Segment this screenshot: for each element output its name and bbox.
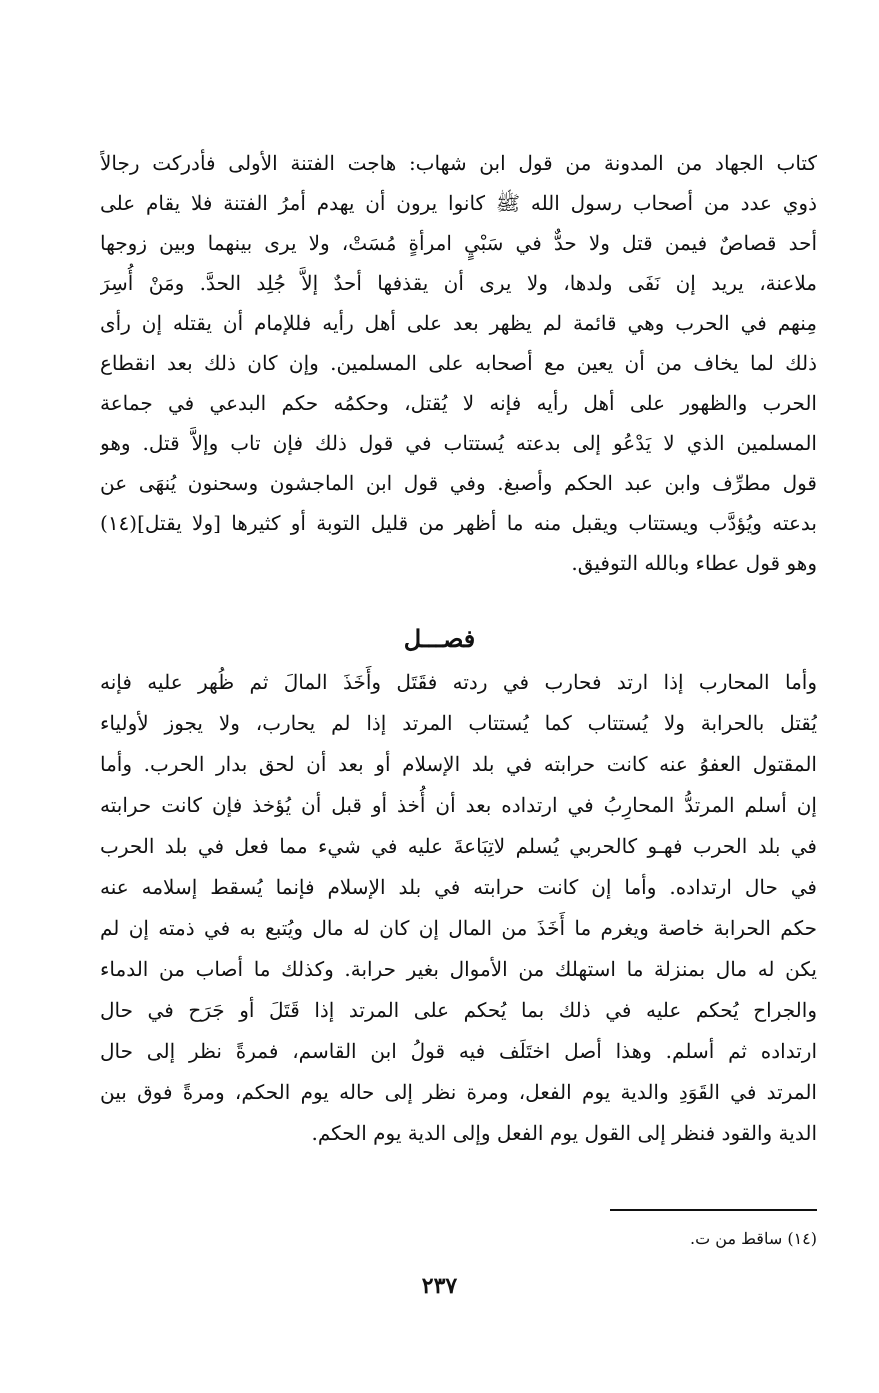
text-line: والجراح يُحكم عليه في ذلك بما يُحكم على المرتد إذا قَتَلَ أو جَرَح في حال xyxy=(100,998,817,1022)
text-line: مِنهم في الحرب وهي قائمة لم يظهر بعد على أهل رأيه فللإمام أن يقتله إن رأى xyxy=(100,311,817,335)
text-line: في حال ارتداده. وأما إن كانت حرابته في بلد الإسلام فإنما يُسقط إسلامه عنه xyxy=(100,875,817,899)
text-line: قول مطرِّف وابن عبد الحكم وأصبغ. وفي قول ابن الماجشون وسحنون يُنهَى عن xyxy=(100,471,817,495)
text-line: ذلك لما يخاف من أن يعين مع أصحابه على المسلمين. وإن كان ذلك بعد انقطاع xyxy=(100,351,817,375)
footnote: (١٤) ساقط من ت. xyxy=(690,1229,817,1248)
paragraph-2 xyxy=(100,662,817,1154)
text-line: ملاعنة، يريد إن نَفَى ولدها، ولا يرى أن يقذفها أحدٌ إلاَّ جُلِد الحدَّ. ومَنْ أُسِرَ xyxy=(100,271,817,295)
text-line: وأما المحارب إذا ارتد فحارب في ردته فقَتَل وأَخَذَ المالَ ثم ظُهر عليه فإنه xyxy=(100,670,817,694)
text-line: إن أسلم المرتدُّ المحارِبُ في ارتداده بعد أن أُخذ أو قبل أن يُؤخذ فإن كانت حرابته xyxy=(100,793,817,817)
text-line: أحد قصاصٌ فيمن قتل ولا حدٌّ في سَبْيٍ امرأةٍ مُسَتْ، ولا يرى بينهما وبين زوجها xyxy=(100,231,817,255)
text-line: الحرب والظهور على أهل رأيه فإنه لا يُقتل، وحكمُه حكم البدعي في جماعة xyxy=(100,391,817,415)
footnote-separator xyxy=(610,1209,817,1211)
text-line: المقتول العفوُ عنه كانت حرابته في بلد الإسلام أو بعد أن لحق بدار الحرب. وأما xyxy=(100,752,817,776)
paragraph-1 xyxy=(100,143,817,583)
text-line: وهو قول عطاء وبالله التوفيق. xyxy=(571,551,817,575)
text-line: ارتداده ثم أسلم. وهذا أصل اختَلَف فيه قولُ ابن القاسم، فمرةً نظر إلى حال xyxy=(100,1039,817,1063)
section-heading: فصـــل xyxy=(403,624,476,653)
page-number: ٢٣٧ xyxy=(421,1273,458,1299)
text-line: حكم الحرابة خاصة ويغرم ما أَخَذَ من المال إن كان له مال ويُتبع به في ذمته إن لم xyxy=(100,916,817,940)
text-line: يكن له مال بمنزلة ما استهلك من الأموال بغير حرابة. وكذلك ما أصاب من الدماء xyxy=(100,957,817,981)
text-line: المرتد في القَوَدِ والدية يوم الفعل، ومرة نظر إلى حاله يوم الحكم، ومرةً فوق بين xyxy=(100,1080,817,1104)
text-line: ذوي عدد من أصحاب رسول الله ﷺ كانوا يرون أن يهدم أمرُ الفتنة فلا يقام على xyxy=(100,191,817,215)
text-line: في بلد الحرب فهـو كالحربي يُسلم لاتِبَاعةَ عليه في شيء مما فعل في بلد الحرب xyxy=(100,834,817,858)
text-line: كتاب الجهاد من المدونة من قول ابن شهاب: هاجت الفتنة الأولى فأدركت رجالاً xyxy=(100,151,817,175)
text-line: بدعته ويُؤدَّب ويستتاب ويقبل منه ما أظهر من قليل التوبة أو كثيرها [ولا يقتل](١٤) xyxy=(100,511,817,535)
text-line: المسلمين الذي لا يَدْعُو إلى بدعته يُستتاب في قول ذلك فإن تاب وإلاَّ قتل. وهو xyxy=(100,431,817,455)
text-line: يُقتل بالحرابة ولا يُستتاب كما يُستتاب المرتد إذا لم يحارب، ولا يجوز لأولياء xyxy=(100,711,817,735)
text-line: الدية والقود فنظر إلى القول يوم الفعل وإلى الدية يوم الحكم. xyxy=(311,1121,817,1145)
